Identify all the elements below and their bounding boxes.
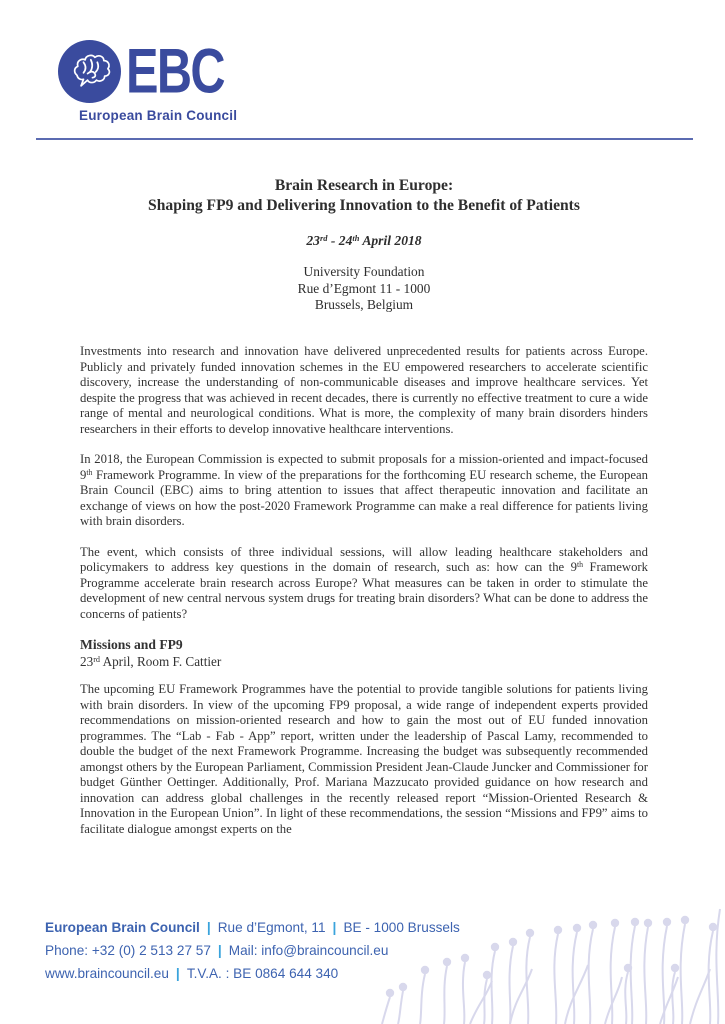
logo-name: European Brain Council [79, 108, 238, 123]
title-line1: Brain Research in Europe: [274, 177, 454, 194]
venue-block [80, 264, 648, 314]
footer-address-line: European Brain Council | Rue d’Egmont, 11 | BE - 1000 Brussels [45, 919, 460, 935]
page-title [80, 176, 648, 216]
footer-web-line: www.braincouncil.eu | T.V.A. : BE 0864 644 340 [45, 965, 339, 981]
venue-name: University Foundation [303, 264, 425, 279]
ebc-logo [58, 35, 242, 123]
header-divider [36, 138, 693, 140]
venue-city: Brussels, Belgium [314, 297, 414, 312]
title-line2: Shaping FP9 and Delivering Innovation to the Benefit of Patients [148, 197, 580, 214]
paragraph-2: In 2018, the European Commission is expected to submit proposals for a mission-oriented and impact-focused 9th Framework Programme. In view of the preparations for the forthcoming EU research scheme, the European Brain Council (EBC) aims to bring attention to issues that affect therapeutic innovation and facilitate an exchange of views on how the post-2020 Framework Programme can make a real difference for patients living with brain disorders. [80, 452, 648, 528]
document-body [80, 344, 648, 852]
venue-street: Rue d’Egmont 11 - 1000 [297, 280, 431, 296]
session-heading: Missions and FP9 [80, 637, 183, 652]
event-date: 23rd - 24th April 2018 [306, 233, 422, 248]
logo-abbr: EBC [126, 35, 224, 107]
paragraph-4: The upcoming EU Framework Programmes have the potential to provide tangible solutions for patients living with brain disorders. In view of the upcoming FP9 proposal, a wide range of independent experts provided recommendations on mission-oriented research and how to gain the most out of EU funded innovation programmes. The “Lab - Fab - App” report, written under the leadership of Pascal Lamy, recommended to double the budget of the next Framework Programme. Increasing the budget was subsequently recommended amongst others by the European Parliament, Commission President Jean-Claude Juncker and Commissioner for budget Günther Oettinger. Additionally, Prof. Mariana Mazzucato provided guidance on how research and innovation can address global challenges in the recently released report “Mission-Oriented Research & Innovation in the European Union”. In light of these recommendations, the session “Missions and FP9” aims to facilitate dialogue amongst experts on the [80, 682, 648, 836]
paragraph-3: The event, which consists of three individual sessions, will allow leading healthcare stakeholders and policymakers to address key questions in the domain of research, such as: how can the 9th Framework Programme accelerate brain research across Europe? What measures can be taken in order to stimulate the development of new central nervous system drugs for treating brain disorders? What can be done to address the concerns of patients? [80, 544, 648, 621]
footer [45, 916, 460, 985]
paragraph-1: Investments into research and innovation have delivered unprecedented results for patients across Europe. Publicly and privately funded innovation schemes in the EU empowered researchers to accelerate scientific discovery, increase the understanding of non-communicable diseases and improve healthcare services. Yet despite the progress that was achieved in recent decades, there is currently no effective treatment to cure a wide range of mental and neurological conditions. What is more, the complexity of many brain disorders hinders researchers in their efforts to develop innovative healthcare interventions. [80, 344, 648, 436]
brain-icon [58, 40, 121, 103]
footer-contact-line: Phone: +32 (0) 2 513 27 57 | Mail: info@braincouncil.eu [45, 942, 389, 958]
session-date: 23rd April, Room F. Cattier [80, 653, 222, 669]
